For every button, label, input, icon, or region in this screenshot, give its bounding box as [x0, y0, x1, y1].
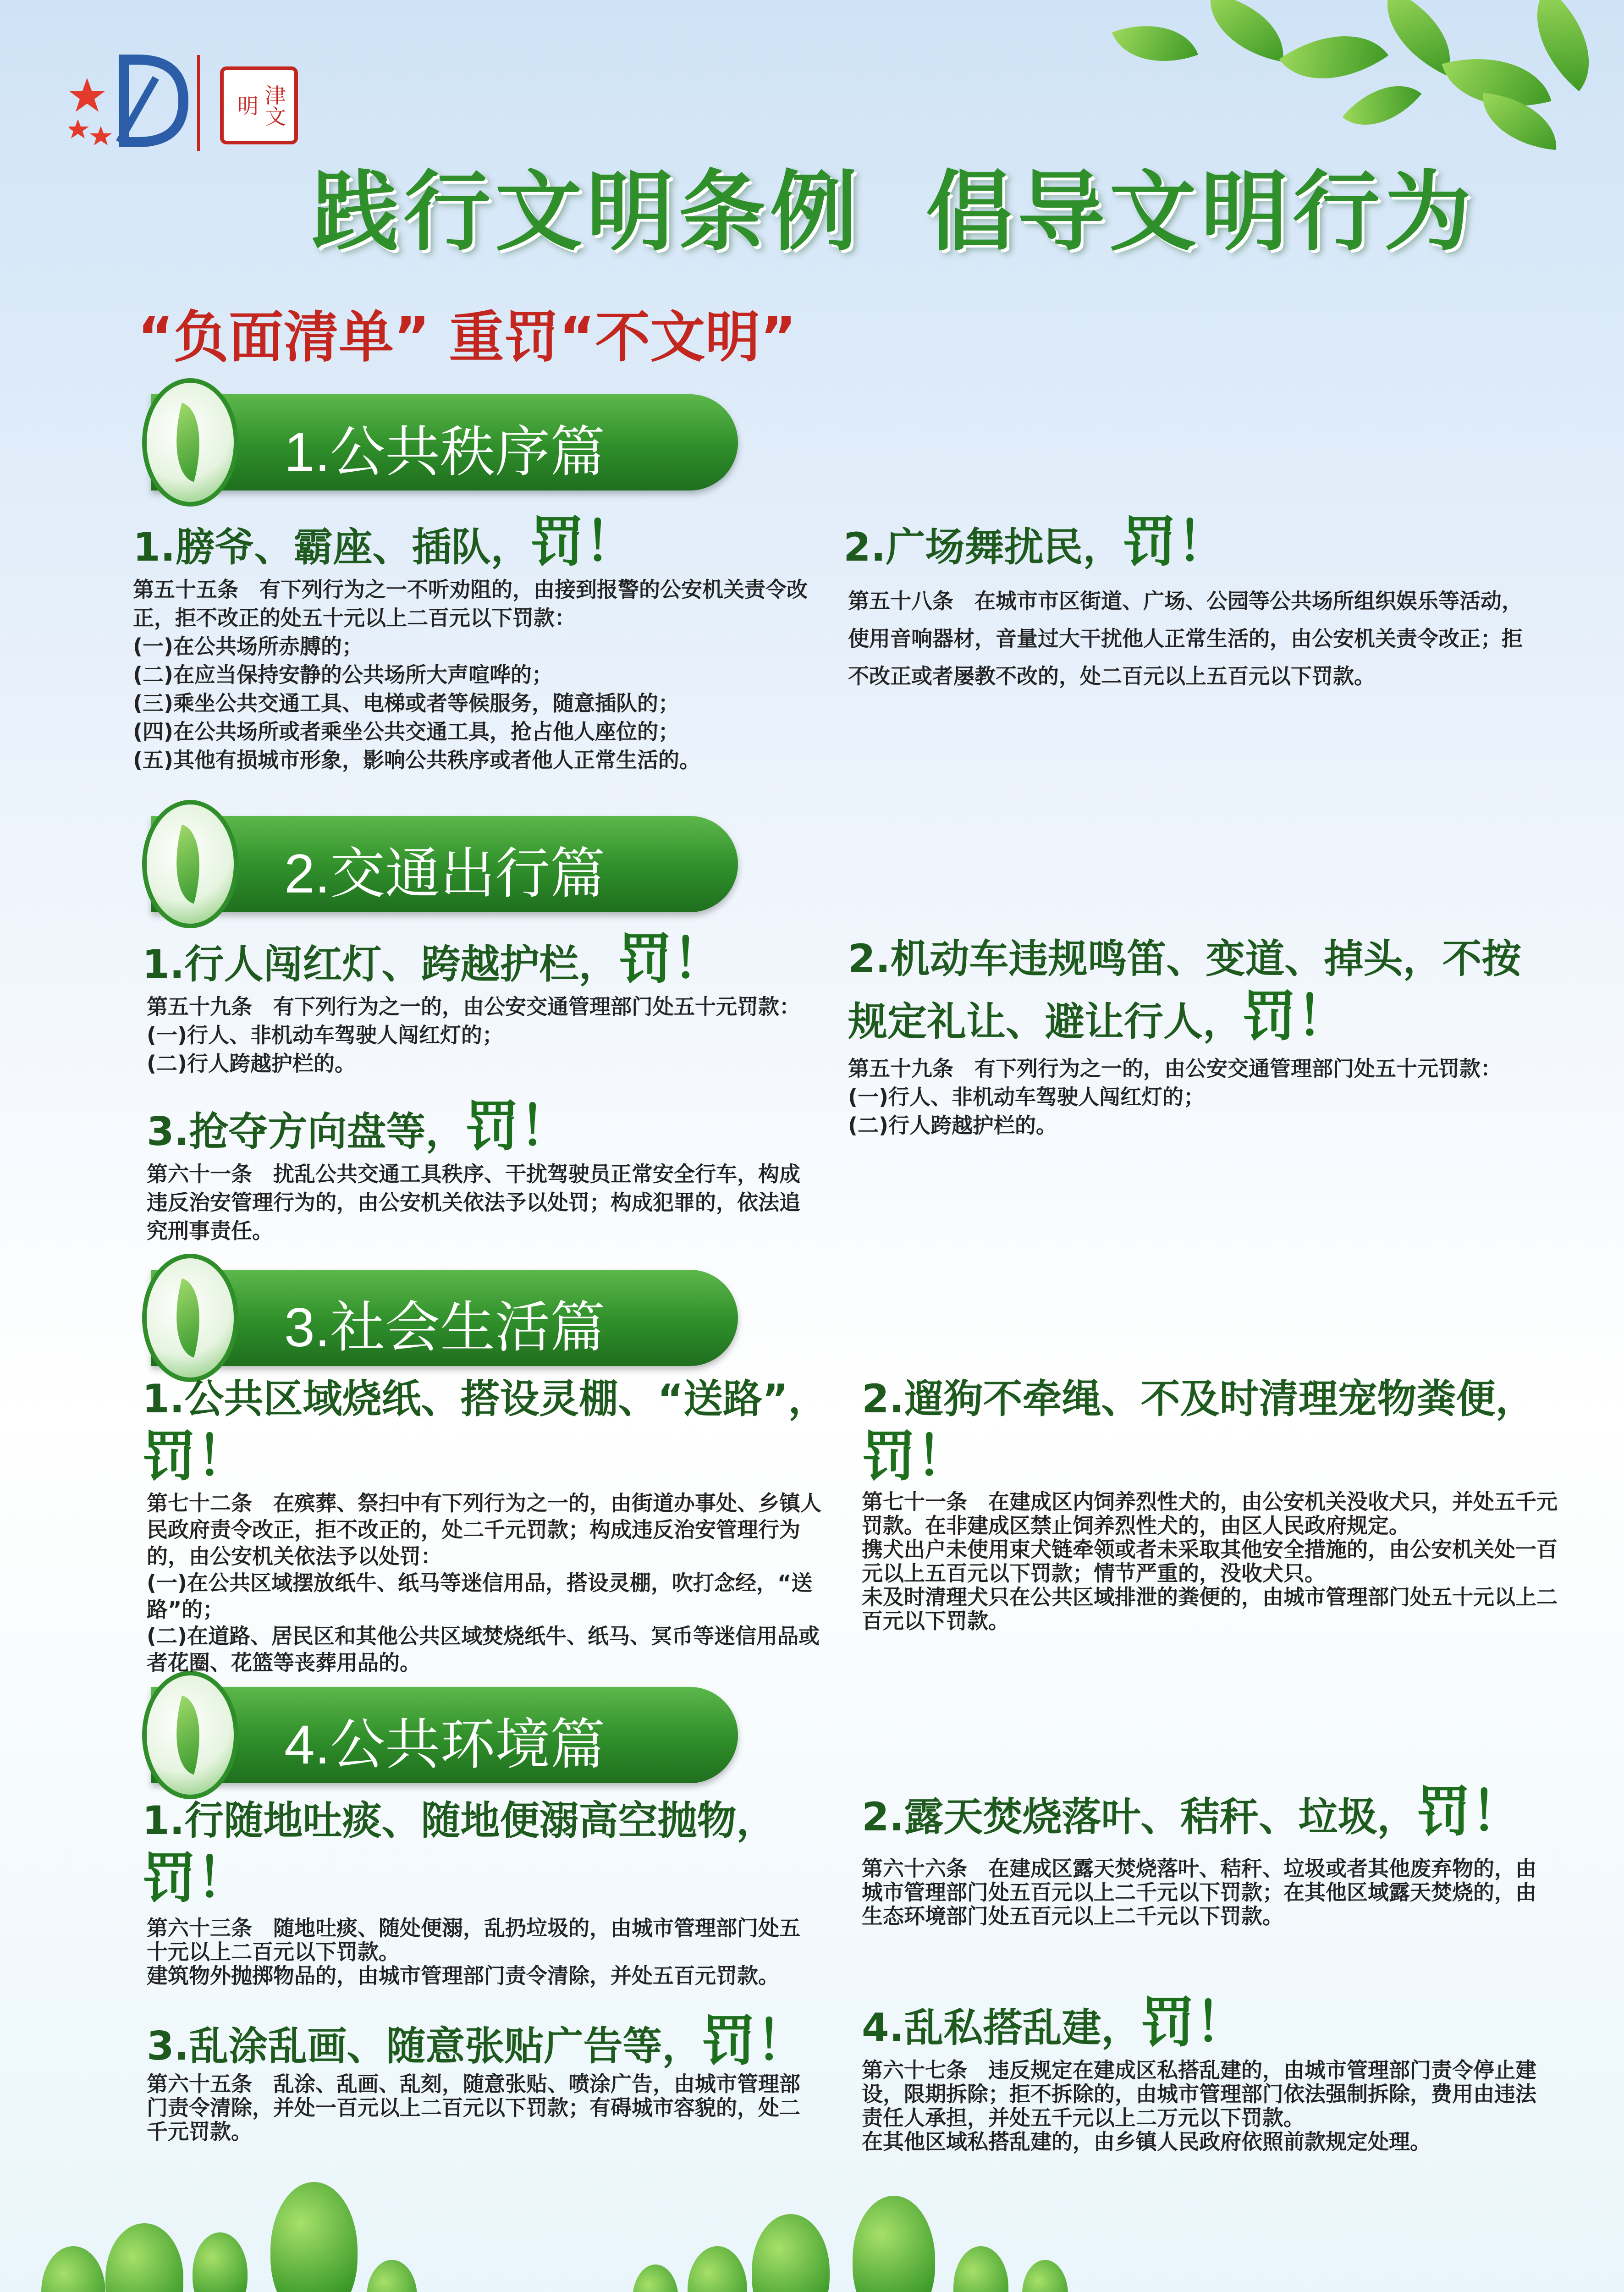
item-body: 第五十九条 有下列行为之一的，由公安交通管理部门处五十元罚款： (一)行人、非机动车驾驶人闯红灯的； (二)行人跨越护栏的。: [848, 1056, 1502, 1138]
item-heading: 1.行随地吐痰、随地便溺高空抛物，罚！: [142, 1798, 776, 1910]
tree-decoration: [0, 2154, 1624, 2292]
section-banner-social-life: [151, 1270, 738, 1366]
item-heading: 3.抢夺方向盘等，罚！: [147, 1095, 573, 1158]
item-heading: 2.广场舞扰民，罚！: [843, 510, 1231, 573]
penalty-mark: 罚！: [465, 1095, 573, 1158]
item-body: 第六十五条 乱涂、乱画、乱刻，随意张贴、喷涂广告，由城市管理部门责令清除，并处一百元以上二百元以下罚款；有碍城市容貌的，处二千元罚款。: [147, 2072, 800, 2144]
leaf-branch-decoration: [1091, 0, 1624, 151]
seal-text: 津文明: [234, 84, 286, 127]
leaf-emblem-icon: [142, 800, 238, 928]
item-heading: 2.露天焚烧落叶、秸秆、垃圾，罚！: [862, 1780, 1525, 1843]
item-heading: 1.行人闯红灯、跨越护栏，罚！: [142, 927, 727, 991]
penalty-mark: 罚！: [862, 1425, 970, 1488]
item-heading: 2.机动车违规鸣笛、变道、掉头，不按规定礼让、避让行人，罚！: [848, 936, 1521, 1048]
item-heading: 1.膀爷、霸座、插队，罚！: [133, 510, 639, 573]
logo: [69, 50, 325, 156]
penalty-mark: 罚！: [530, 510, 639, 573]
item-body: 第五十五条 有下列行为之一不听劝阻的，由接到报警的公安机关责令改正，拒不改正的处五十元以上二百元以下罚款： (一)在公共场所赤膊的； (二)在应当保持安静的公共场所大声喧哗的； (三)乘坐公共交通工具、电梯或者等候服务，随意插队的； (四)在公共场所或者乘坐公共交通工具，抢占他人座位的； (五)其他有损城市形象，影响公共秩序或者他人正常生活的。: [133, 577, 808, 772]
section-title: 2.交通出行篇: [284, 843, 606, 904]
emblem-logo-icon: [69, 50, 206, 156]
section-banner-traffic: [151, 816, 738, 912]
penalty-mark: 罚！: [1140, 1991, 1249, 2054]
penalty-mark: 罚！: [142, 1425, 251, 1488]
penalty-mark: 罚！: [618, 927, 727, 991]
title-left: 践行文明条例: [312, 161, 862, 263]
item-heading: 2.遛狗不牵绳、不及时清理宠物粪便，罚！: [862, 1376, 1535, 1488]
penalty-mark: 罚！: [142, 1846, 251, 1910]
penalty-mark: 罚！: [1416, 1780, 1525, 1843]
page-subtitle: “负面清单” 重罚“不文明”: [138, 306, 797, 369]
section-title: 4.公共环境篇: [284, 1714, 606, 1775]
item-body: 第五十八条 在城市市区街道、广场、公园等公共场所组织娱乐等活动，使用音响器材，音量过大干扰他人正常生活的，由公安机关责令改正；拒不改正或者屡教不改的，处二百元以上五百元以下罚款。: [848, 589, 1523, 689]
item-body: 第六十一条 扰乱公共交通工具秩序、干扰驾驶员正常安全行车，构成违反治安管理行为的，由公安机关依法予以处罚；构成犯罪的，依法追究刑事责任。: [147, 1162, 800, 1243]
section-title: 1.公共秩序篇: [284, 421, 606, 483]
penalty-mark: 罚！: [1122, 510, 1231, 573]
section-banner-environment: [151, 1687, 738, 1783]
item-heading: 1.公共区域烧纸、搭设灵棚、“送路”，罚！: [142, 1376, 828, 1488]
leaf-emblem-icon: [142, 378, 238, 507]
item-body: 第六十三条 随地吐痰、随处便溺，乱扔垃圾的，由城市管理部门处五十元以上二百元以下罚款。 建筑物外抛掷物品的，由城市管理部门责令清除，并处五百元罚款。: [147, 1916, 800, 1988]
section-title: 3.社会生活篇: [284, 1297, 606, 1358]
item-body: 第五十九条 有下列行为之一的，由公安交通管理部门处五十元罚款： (一)行人、非机动车驾驶人闯红灯的； (二)行人跨越护栏的。: [147, 994, 800, 1076]
title-right: 倡导文明行为: [926, 161, 1476, 263]
item-heading: 3.乱涂乱画、随意张贴广告等，罚！: [147, 2009, 810, 2072]
item-body: 第七十一条 在建成区内饲养烈性犬的，由公安机关没收犬只，并处五千元罚款。在非建成区禁止饲养烈性犬的，由区人民政府规定。 携犬出户未使用束犬链牵领或者未采取其他安全措施的，由公安机关处一百元以上五百元以下罚款；情节严重的，没收犬只。 未及时清理犬只在公共区域排泄的粪便的，由城市管理部门处五十元以上二百元以下罚款。: [862, 1489, 1558, 1633]
item-body: 第六十六条 在建成区露天焚烧落叶、秸秆、垃圾或者其他废弃物的，由城市管理部门处五百元以上二千元以下罚款；在其他区域露天焚烧的，由生态环境部门处五百元以上二千元以下罚款。: [862, 1856, 1536, 1928]
item-body: 第七十二条 在殡葬、祭扫中有下列行为之一的，由街道办事处、乡镇人民政府责令改正，拒不改正的，处二千元罚款；构成违反治安管理行为的，由公安机关依法予以处罚： (一)在公共区域摆放纸牛、纸马等迷信用品，搭设灵棚，吹打念经，“送路”的； (二)在道路、居民区和其他公共区域焚烧纸牛、纸马、冥币等迷信用品或者花圈、花篮等丧葬用品的。: [147, 1491, 821, 1675]
leaf-emblem-icon: [142, 1671, 238, 1799]
item-body: 第六十七条 违反规定在建成区私搭乱建的，由城市管理部门责令停止建设，限期拆除；拒不拆除的，由城市管理部门依法强制拆除，费用由违法责任人承担，并处五千元以上二万元以下罚款。 在其他区域私搭乱建的，由乡镇人民政府依照前款规定处理。: [862, 2058, 1536, 2154]
leaf-emblem-icon: [142, 1254, 238, 1382]
penalty-mark: 罚！: [701, 2009, 810, 2072]
seal-stamp: [220, 66, 298, 144]
penalty-mark: 罚！: [1242, 985, 1351, 1048]
item-heading: 4.乱私搭乱建，罚！: [862, 1991, 1249, 2054]
section-banner-public-order: [151, 394, 738, 490]
